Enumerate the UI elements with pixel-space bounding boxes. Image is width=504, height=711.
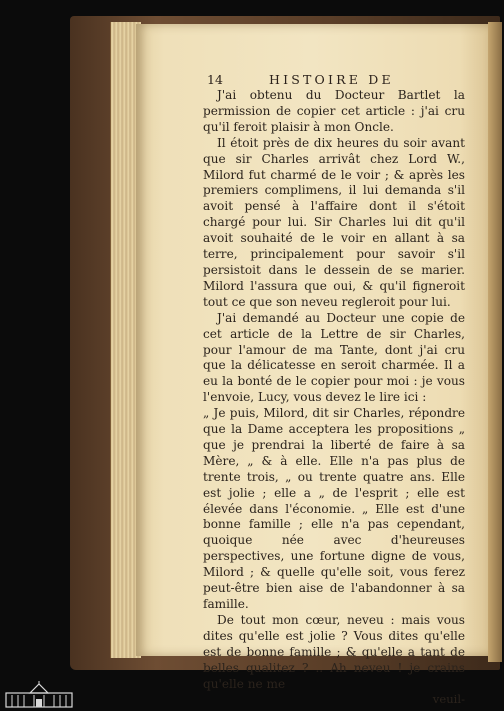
running-title: HISTOIRE DE bbox=[269, 72, 394, 87]
paragraph: J'ai obtenu du Docteur Bartlet la permission de copier cet article : j'ai cru qu'il feroit plaisir à mon Oncle. bbox=[203, 88, 465, 134]
paragraph: Il étoit près de dix heures du soir avant que sir Charles arrivât chez Lord W., Milord fut charmé de le voir ; & après les premiers complimens, il lui demanda s'il avoit pensé à l'affaire dont il s'étoit chargé pour lui. Sir Charles lui dit qu'il avoit souhaité de le voir en allant à sa terre, principalement pour savoir s'il persistoit dans le dessein de se marier. Milord l'assura que oui, & qu'il figneroit tout ce que son neveu regleroit pour lui. bbox=[203, 135, 465, 309]
running-head bbox=[207, 71, 482, 89]
quoted-letter: „ Je puis, Milord, dit sir Charles, répondre que la Dame acceptera les propositions „ que je prendrai la liberté de faire à sa Mère, „ & à elle. Elle n'a pas plus de trente trois, „ ou trente quatre ans. Elle est jolie ; elle a „ de l'esprit ; elle est élevée dans l'économie. „ Elle est d'une bonne famille ; elle n'a pas cependant, quoique née avec d'heureuses perspectives, une fortune digne de vous, Milord ; & quelle qu'elle soit, vous ferez peut-être bien aise de l'abandonner à sa famille. bbox=[203, 406, 465, 611]
paragraph: De tout mon cœur, neveu : mais vous dites qu'elle est jolie ? Vous dites qu'elle est de bonne famille ; & qu'elle a tant de belles qualitez ? .. Ah neveu ! je crains qu'elle ne me bbox=[203, 612, 465, 691]
paragraph: J'ai demandé au Docteur une copie de cet article de la Lettre de sir Charles, pour l'amour de ma Tante, dont j'ai cru que la délicatesse en seroit charmée. Il a eu la bonté de le copier pour moi : je vous l'envoie, Lucy, vous devez le lire ici : bbox=[203, 310, 465, 405]
page-number: 14 bbox=[207, 72, 223, 87]
building-logo-icon bbox=[4, 681, 74, 709]
cover-edge bbox=[488, 22, 502, 662]
page-text bbox=[203, 88, 465, 708]
catchword: veuil- bbox=[432, 692, 465, 707]
